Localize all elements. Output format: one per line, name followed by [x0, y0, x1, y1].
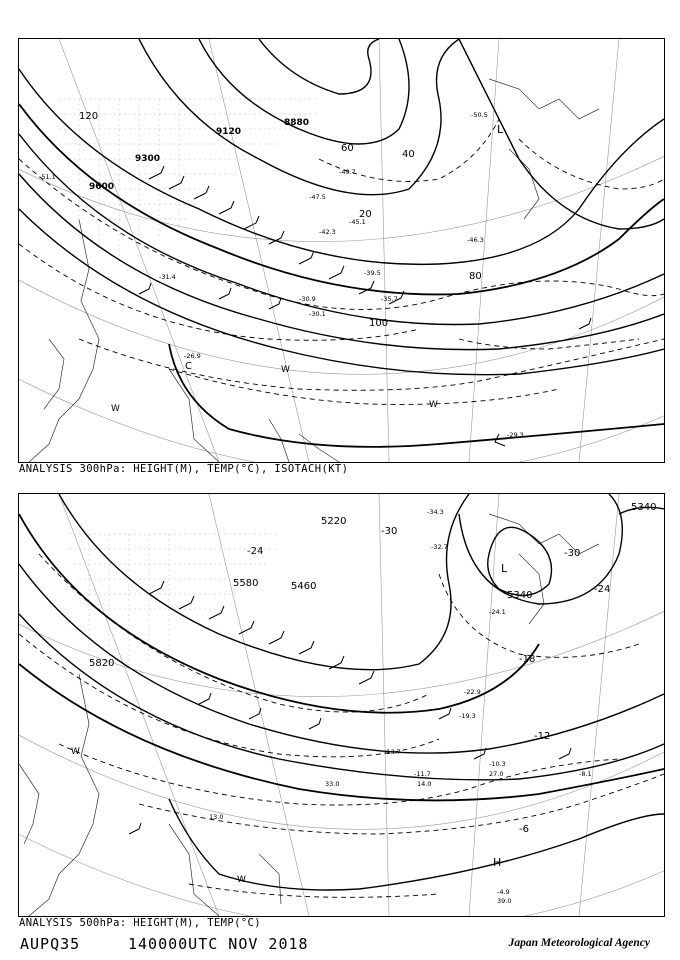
map-panel-300hpa: [18, 38, 665, 463]
station-value: -13.7: [384, 748, 401, 756]
warm-marker: W: [429, 400, 438, 410]
chart-footer: [0, 932, 680, 960]
station-value: -4.9: [497, 888, 510, 896]
station-value: -32.7: [431, 543, 448, 551]
temp-label: -39.5: [364, 269, 381, 277]
warm-marker: W: [281, 365, 290, 375]
temp-label: -45.1: [349, 218, 366, 226]
coastline: [19, 514, 599, 916]
station-value: 27.0: [489, 770, 504, 778]
warm-marker: W: [71, 747, 80, 757]
station-value: -11.7: [414, 770, 431, 778]
isotherms: [19, 554, 664, 897]
temp-label: -42.3: [319, 228, 336, 236]
station-value: -8.1: [579, 770, 592, 778]
valid-time: 140000UTC NOV 2018: [128, 935, 309, 953]
isotherm-label: -24: [594, 584, 611, 595]
low-marker: L: [497, 123, 504, 136]
station-value: -10.3: [489, 760, 506, 768]
station-value: -19.3: [459, 712, 476, 720]
isotach-label: 60: [341, 143, 354, 154]
warm-marker: W: [237, 875, 246, 885]
height-label: 5580: [233, 578, 259, 589]
graticule: [19, 39, 664, 462]
station-value: 39.0: [497, 897, 512, 905]
station-value: -24.1: [489, 608, 506, 616]
isotherm-label: -6: [519, 824, 529, 835]
isotach-label: 80: [469, 271, 482, 282]
warm-marker: W: [111, 404, 120, 414]
isotherm-label: -30: [381, 526, 398, 537]
chart-id: AUPQ35: [20, 935, 81, 953]
height-label: 5460: [291, 581, 317, 592]
station-values: [209, 508, 592, 905]
station-value: -34.3: [427, 508, 444, 516]
agency-name: Japan Meteorological Agency: [508, 937, 650, 949]
map-panel-500hpa: [18, 493, 665, 917]
temp-label: -50.5: [471, 111, 488, 119]
height-label: 8880: [284, 118, 310, 128]
station-value: 13.0: [209, 813, 224, 821]
height-label: 9300: [135, 154, 161, 164]
temp-label: -51.1: [39, 173, 56, 181]
temp-label: -29.3: [507, 431, 524, 439]
temperature-labels: [39, 111, 524, 439]
station-value: -22.9: [464, 688, 481, 696]
isotach-label: 120: [79, 111, 99, 122]
isotach-label: 100: [369, 318, 389, 329]
station-value: 14.0: [417, 780, 432, 788]
isotherm-label: -12: [534, 731, 551, 742]
panel-caption-500hpa: ANALYSIS 500hPa: HEIGHT(M), TEMP(°C): [19, 917, 261, 929]
isotach-label: 20: [359, 209, 372, 220]
map-300hpa: [19, 39, 664, 462]
cold-marker: C: [185, 361, 192, 372]
panel-caption-300hpa: ANALYSIS 300hPa: HEIGHT(M), TEMP(°C), ISOTACH(KT): [19, 463, 349, 475]
isotherm-label: -18: [519, 654, 536, 665]
station-value: 33.0: [325, 780, 340, 788]
isotach-label: 40: [402, 149, 415, 160]
temp-label: -30.9: [299, 295, 316, 303]
height-label: 5820: [89, 658, 115, 669]
temp-label: -30.1: [309, 310, 326, 318]
low-marker: L: [501, 562, 508, 575]
height-contours: [19, 39, 664, 447]
height-label: 5340: [507, 590, 533, 601]
isotherm-label: -24: [247, 546, 264, 557]
height-label: 9120: [216, 127, 242, 137]
high-marker: H: [493, 856, 502, 869]
temp-label: -46.3: [467, 236, 484, 244]
height-label: 9600: [89, 182, 115, 192]
isotherm-label: -30: [564, 548, 581, 559]
temp-label: -47.5: [309, 193, 326, 201]
temp-label: -31.4: [159, 273, 176, 281]
height-label: 5220: [321, 516, 347, 527]
temp-label: -35.7: [381, 295, 398, 303]
temp-label: -49.7: [339, 168, 356, 176]
height-label: 5340: [631, 502, 657, 513]
map-500hpa: [19, 494, 664, 916]
temp-label: -26.9: [184, 352, 201, 360]
jet-shading: [59, 99, 319, 259]
